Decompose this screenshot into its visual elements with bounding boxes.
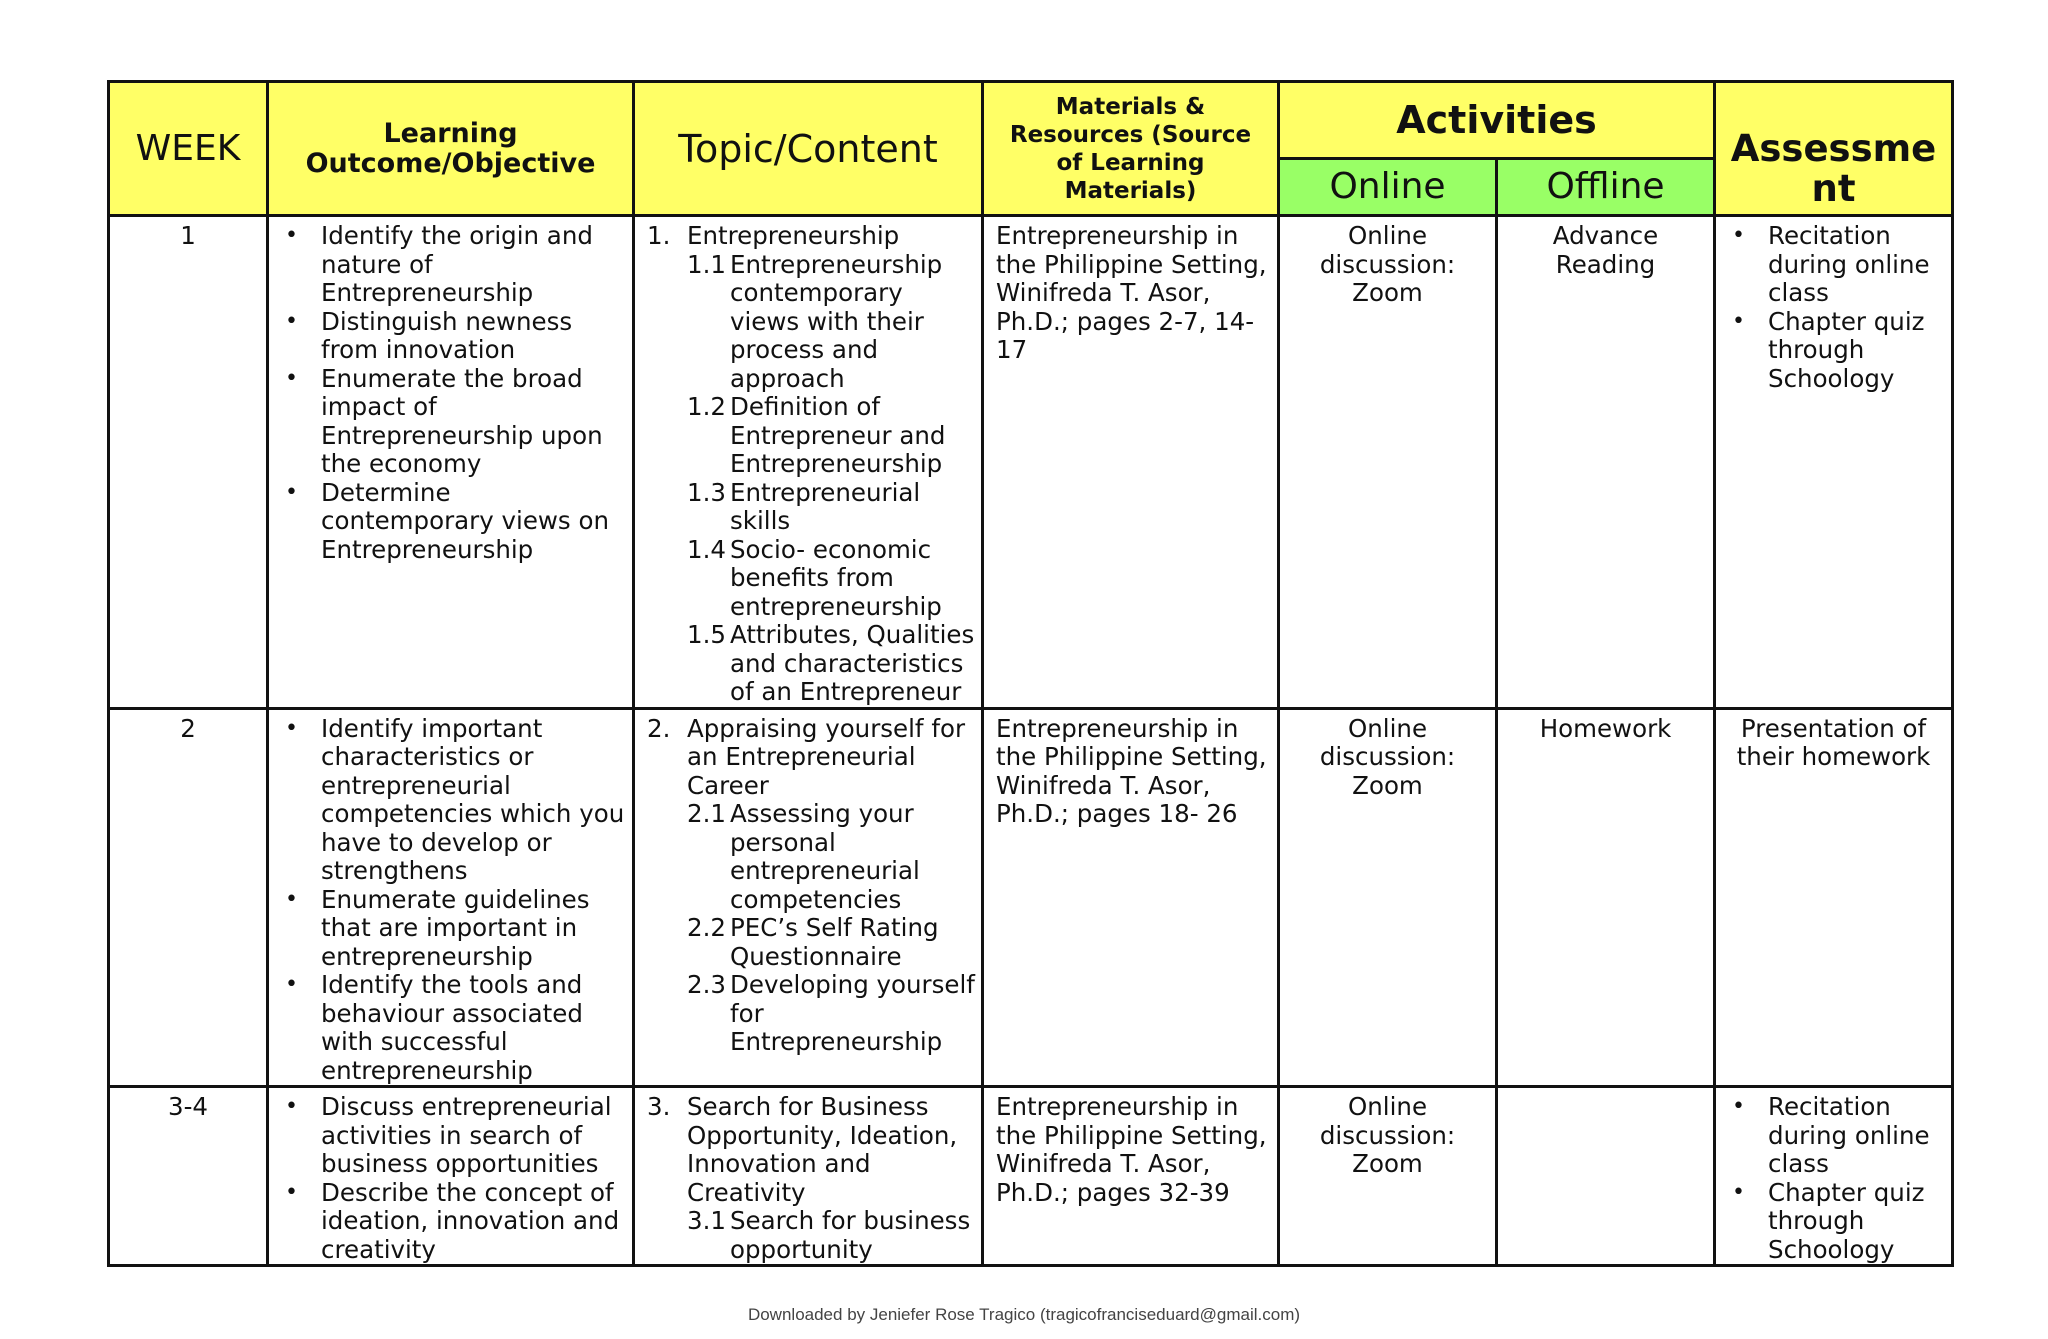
header-online: Online bbox=[1279, 159, 1497, 216]
bullet-icon: • bbox=[285, 1179, 298, 1205]
header-week: WEEK bbox=[109, 82, 268, 216]
online-activity-cell: Online discussion: Zoom bbox=[1279, 708, 1497, 1087]
list-item: • Recitation during online class bbox=[1732, 221, 1930, 307]
list-item: • Enumerate the broad impact of Entrepreneurship upon the economy bbox=[285, 363, 603, 478]
objectives-cell bbox=[268, 216, 634, 709]
objectives-cell bbox=[268, 1087, 634, 1266]
bullet-icon: • bbox=[285, 1094, 298, 1119]
subtopic: Definition of Entrepreneur and Entrepreneurship bbox=[730, 392, 946, 478]
subtopic: Assessing your personal entrepreneurial competencies bbox=[730, 799, 920, 914]
offline-activity-cell bbox=[1497, 1087, 1715, 1266]
topic-title: Search for Business Opportunity, Ideation, Innovation and Creativity bbox=[687, 1092, 958, 1207]
materials-cell: Entrepreneurship in the Philippine Setting, Winifreda T. Asor, Ph.D.; pages 18- 26 bbox=[983, 708, 1279, 1087]
header-activities: Activities bbox=[1279, 82, 1715, 159]
bullet-icon: • bbox=[285, 972, 298, 997]
topic-title: Appraising yourself for an Entrepreneurial Career bbox=[687, 713, 966, 800]
bullet-icon: • bbox=[1732, 308, 1745, 334]
objectives-cell bbox=[268, 708, 634, 1087]
assessment-cell bbox=[1715, 216, 1953, 709]
topic-cell: 1. Entrepreneurship 1.1 Entrepreneurship contemporary views with their process and approach 1.2 Definition of Entrepreneur and Entrepreneurship 1.3 Entrepreneurial skills 1.4 Socio- economic benefits from entrepreneurship 1.5 Attributes, Qualities and characteristics of an Entrepreneur bbox=[634, 216, 983, 709]
list-item: • Identify the origin and nature of Entrepreneurship bbox=[285, 221, 593, 307]
bullet-icon: • bbox=[285, 886, 298, 912]
download-footer: Downloaded by Jeniefer Rose Tragico (tragicofranciseduard@gmail.com) bbox=[747, 1305, 1301, 1324]
list-item: • Distinguish newness from innovation bbox=[285, 306, 573, 364]
assessment-cell: Presentation of their homework bbox=[1715, 708, 1953, 1087]
materials-cell: Entrepreneurship in the Philippine Setting, Winifreda T. Asor, Ph.D.; pages 32-39 bbox=[983, 1087, 1279, 1266]
table-row bbox=[109, 1087, 1953, 1266]
assessment-cell bbox=[1715, 1087, 1953, 1266]
week-cell: 1 bbox=[109, 216, 268, 709]
list-item: • Identify the tools and behaviour associated with successful entrepreneurship bbox=[285, 970, 583, 1085]
topic-number: 1. bbox=[647, 221, 671, 250]
topic-cell: 2. Appraising yourself for an Entrepreneurial Career 2.1 Assessing your personal entrepreneurial competencies 2.2 PEC’s Self Rating Questionnaire 2.3 Developing yourself for Entrepreneurship bbox=[634, 708, 983, 1087]
subtopic: Developing yourself for Entrepreneurship bbox=[730, 970, 975, 1056]
subtopic: PEC’s Self Rating Questionnaire bbox=[730, 913, 939, 971]
header-assessment: Assessme nt bbox=[1715, 82, 1953, 216]
bullet-icon: • bbox=[285, 479, 298, 505]
bullet-icon: • bbox=[285, 308, 298, 334]
list-item: • Chapter quiz through Schoology bbox=[1732, 306, 1925, 393]
subtopic: Entrepreneurial skills bbox=[730, 477, 921, 535]
lesson-plan-table bbox=[107, 80, 1954, 1267]
materials-cell: Entrepreneurship in the Philippine Setting, Winifreda T. Asor, Ph.D.; pages 2-7, 14-17 bbox=[983, 216, 1279, 709]
offline-activity-cell: Advance Reading bbox=[1497, 216, 1715, 709]
list-item: • Chapter quiz through Schoology bbox=[1732, 1177, 1925, 1264]
topic-cell: 3. Search for Business Opportunity, Ideation, Innovation and Creativity 3.1 Search for business opportunity bbox=[634, 1087, 983, 1266]
table-row bbox=[109, 216, 1953, 709]
week-cell: 3-4 bbox=[109, 1087, 268, 1266]
table-row bbox=[109, 708, 1953, 1087]
offline-activity-cell: Homework bbox=[1497, 708, 1715, 1087]
header-learning-outcome: Learning Outcome/Objective bbox=[268, 82, 634, 216]
topic-number: 3. bbox=[647, 1092, 671, 1121]
subtopic: Search for business opportunity bbox=[730, 1206, 971, 1264]
bullet-icon: • bbox=[1732, 223, 1745, 248]
bullet-icon: • bbox=[1732, 1094, 1745, 1119]
online-activity-cell: Online discussion: Zoom bbox=[1279, 1087, 1497, 1266]
list-item: • Discuss entrepreneurial activities in search of business opportunities bbox=[285, 1092, 612, 1178]
subtopic: Attributes, Qualities and characteristics of an Entrepreneur bbox=[730, 620, 975, 706]
list-item: • Determine contemporary views on Entrepreneurship bbox=[285, 477, 610, 564]
list-item: • Enumerate guidelines that are important in entrepreneurship bbox=[285, 884, 590, 971]
subtopic: Entrepreneurship contemporary views with their process and approach bbox=[730, 249, 943, 393]
header-materials: Materials & Resources (Source of Learning Materials) bbox=[983, 82, 1279, 216]
header-topic-content: Topic/Content bbox=[634, 82, 983, 216]
topic-title: Entrepreneurship bbox=[687, 221, 900, 250]
bullet-icon: • bbox=[285, 365, 298, 391]
list-item: • Recitation during online class bbox=[1732, 1092, 1930, 1178]
bullet-icon: • bbox=[1732, 1179, 1745, 1205]
list-item: • Describe the concept of ideation, innovation and creativity bbox=[285, 1177, 620, 1264]
topic-number: 2. bbox=[647, 713, 671, 743]
week-cell: 2 bbox=[109, 708, 268, 1087]
subtopic: Socio- economic benefits from entrepreneurship bbox=[730, 534, 942, 621]
bullet-icon: • bbox=[285, 223, 298, 248]
bullet-icon: • bbox=[285, 715, 298, 741]
header-offline: Offline bbox=[1497, 159, 1715, 216]
online-activity-cell: Online discussion: Zoom bbox=[1279, 216, 1497, 709]
list-item: • Identify important characteristics or entrepreneurial competencies which you have to develop or strengthens bbox=[285, 713, 625, 885]
